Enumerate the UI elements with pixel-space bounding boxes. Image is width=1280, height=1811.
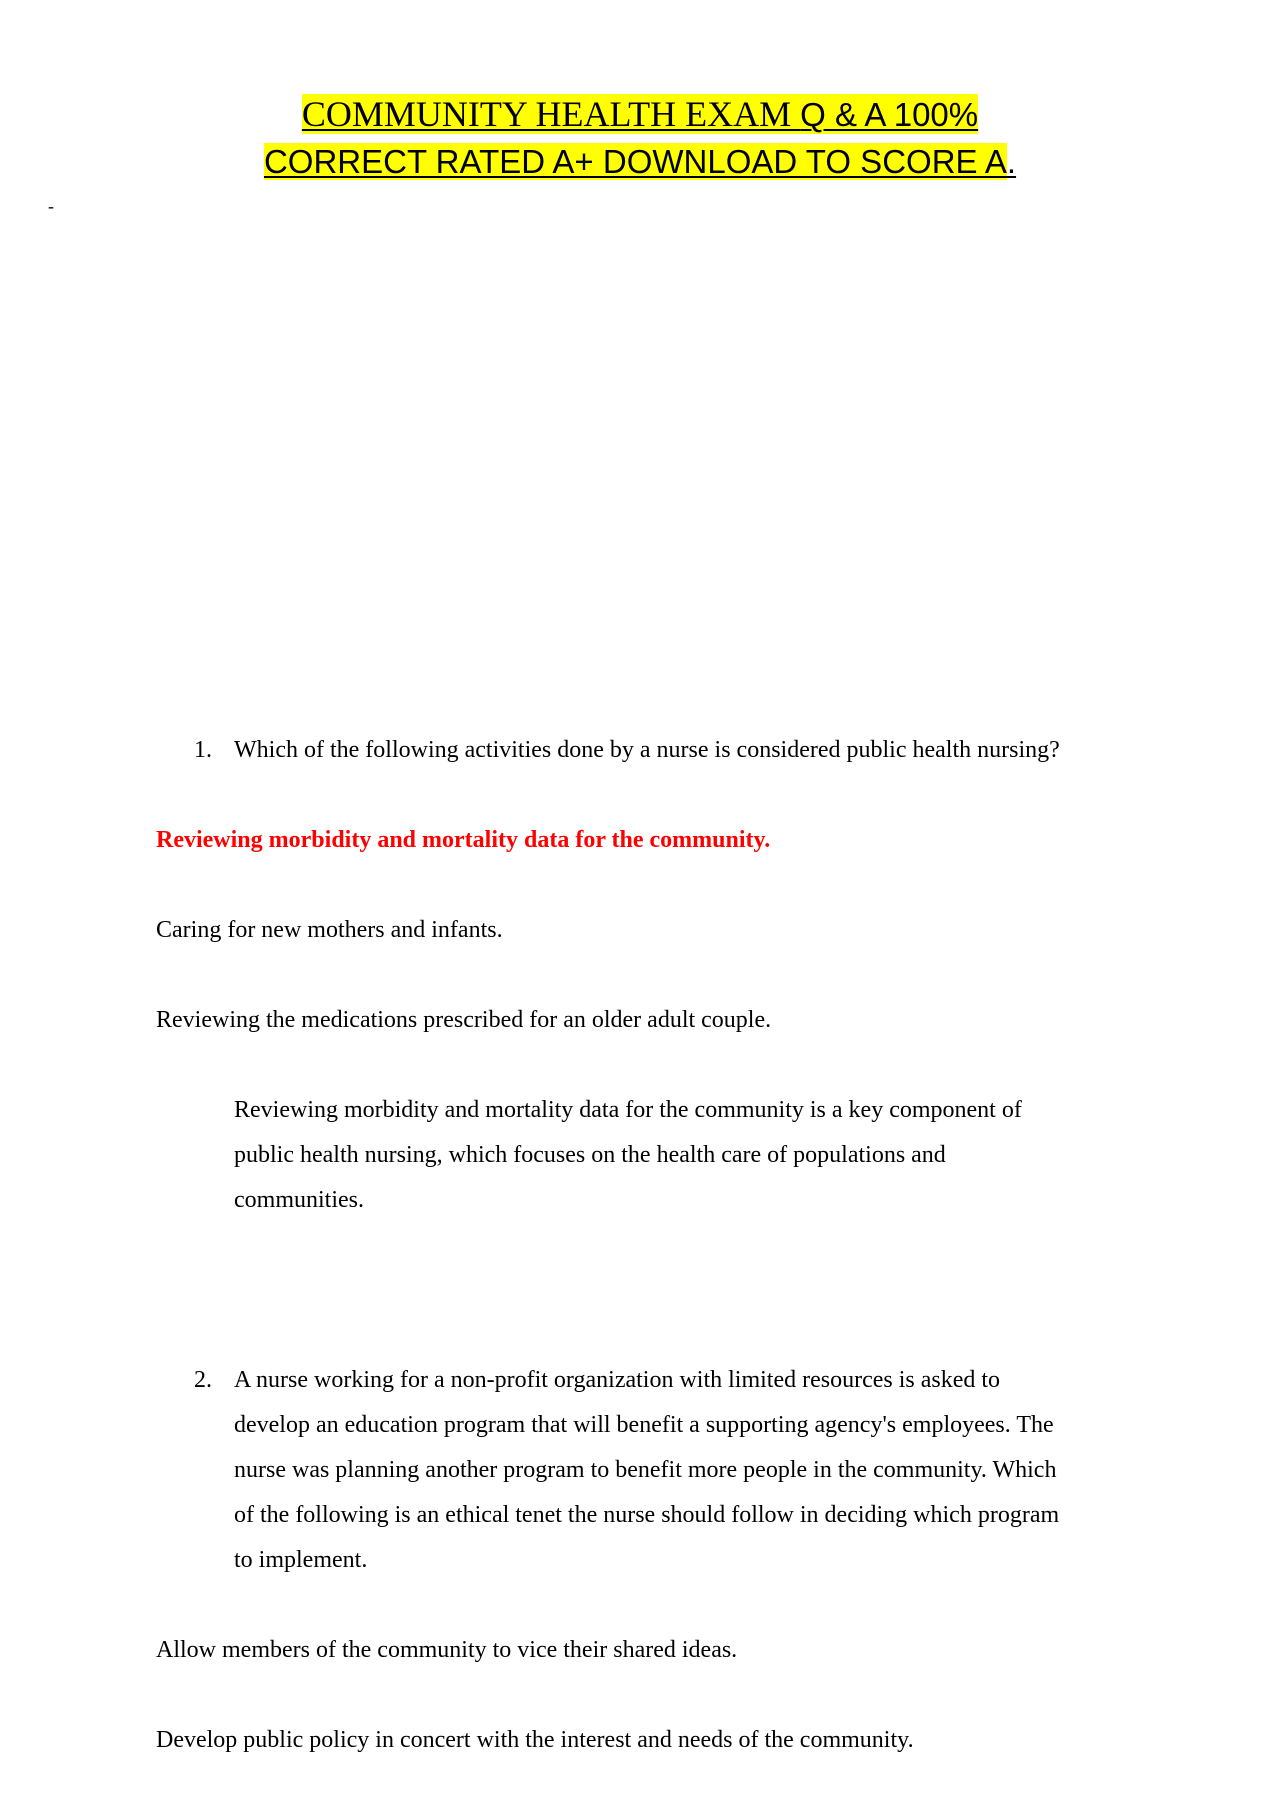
question-2-text-line-2: develop an education program that will benefit a supporting agency's employees. The — [234, 1412, 1054, 1438]
question-1-correct-answer: Reviewing morbidity and mortality data for the community. — [156, 827, 771, 853]
question-2-text-line-4: of the following is an ethical tenet the nurse should follow in deciding which program — [234, 1502, 1060, 1528]
question-2-text-line-5: to implement. — [234, 1547, 368, 1573]
question-2-text-line-3: nurse was planning another program to benefit more people in the community. Which — [234, 1457, 1057, 1483]
question-1-option-2: Caring for new mothers and infants. — [156, 917, 503, 943]
title-line-2-period: . — [1006, 143, 1017, 180]
question-2-text-line-1: A nurse working for a non-profit organization with limited resources is asked to — [234, 1367, 1001, 1393]
question-2-option-1: Allow members of the community to vice their shared ideas. — [156, 1637, 738, 1663]
title-highlight-1 — [302, 94, 978, 134]
dash-marker: - — [48, 196, 54, 216]
title-part-sans: Q & A 100% — [800, 96, 979, 133]
title-part-serif: COMMUNITY HEALTH EXAM — [301, 94, 801, 134]
document-title-line-1 — [0, 92, 1280, 137]
question-1-text: Which of the following activities done by a nurse is considered public health nursing? — [234, 737, 1060, 763]
question-1-option-3: Reviewing the medications prescribed for an older adult couple. — [156, 1007, 772, 1033]
question-1-rationale-line-2: public health nursing, which focuses on the health care of populations and — [234, 1142, 946, 1168]
question-2-option-2: Develop public policy in concert with the interest and needs of the community. — [156, 1727, 914, 1753]
question-1-rationale-line-1: Reviewing morbidity and mortality data for the community is a key component of — [234, 1097, 1022, 1123]
title-highlight-2: CORRECT RATED A+ DOWNLOAD TO SCORE A — [263, 143, 1007, 180]
question-1-number: 1. — [194, 737, 212, 763]
question-1-rationale-line-3: communities. — [234, 1187, 364, 1213]
question-2-number: 2. — [194, 1367, 212, 1393]
document-title-line-2 — [0, 140, 1280, 184]
